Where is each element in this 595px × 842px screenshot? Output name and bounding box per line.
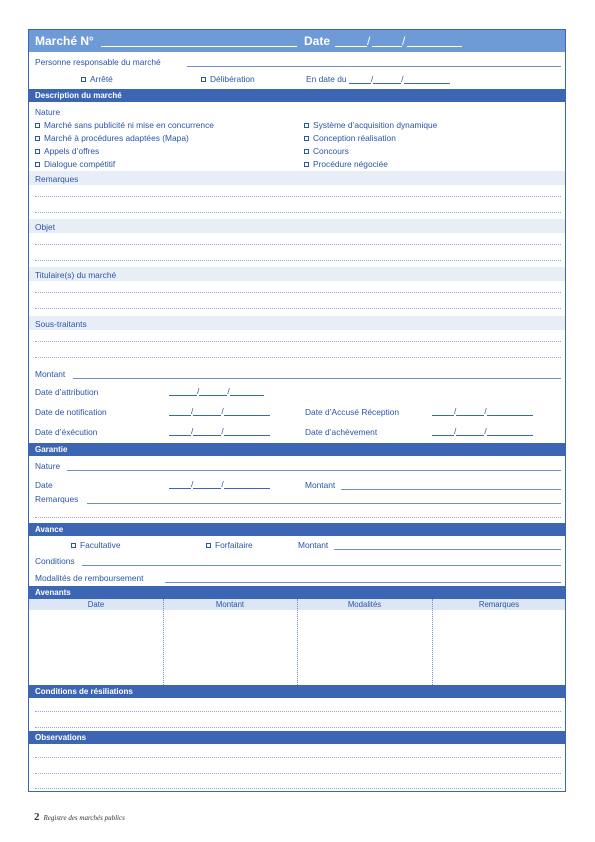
avenants-date-cell[interactable] [29,610,163,685]
sous-traitants-line[interactable] [35,357,561,358]
objet-tint [29,219,565,233]
header-date-day-field[interactable] [335,33,367,47]
avenants-table [29,599,565,685]
date-execution-field[interactable]: / / [169,426,270,436]
deliberation-checkbox[interactable] [201,77,206,82]
observations-section-header: Observations [29,731,565,744]
avenants-col-date: Date [87,600,105,609]
titulaires-line[interactable] [35,308,561,309]
header-date-month-field[interactable] [372,33,402,47]
avenants-col-modalites: Modalités [347,600,382,609]
description-section-header: Description du marché [29,89,565,102]
avance-conditions-field[interactable] [82,564,561,566]
avance-modalites-field[interactable] [165,581,561,583]
header-date-slash: / [367,34,371,48]
date-notification-field[interactable]: / / [169,406,270,416]
avenants-modalites-cell[interactable] [297,610,432,685]
deliberation-option[interactable] [201,74,255,84]
titulaires-line[interactable] [35,292,561,293]
avance-montant-label: Montant [298,540,329,550]
arrete-label: Arrêté [90,74,113,84]
marche-number-field[interactable] [101,33,297,47]
date-attribution-label: Date d’attribution [35,387,99,397]
garantie-remarques-field[interactable] [87,502,561,504]
avenants-montant-cell[interactable] [163,610,297,685]
nature-label: Nature [35,107,61,117]
date-achevement-label: Date d’achèvement [305,427,378,437]
forfaitaire-checkbox[interactable] [206,543,211,548]
montant-field[interactable] [73,377,561,379]
garantie-date-field[interactable]: / / [169,479,270,489]
date-achevement-field[interactable]: / / [432,426,533,436]
observations-line[interactable] [35,788,561,789]
header-date-slash: / [402,34,406,48]
footer-title: Registre des marchés publics [43,814,125,822]
garantie-date-label: Date [35,480,53,490]
garantie-remarques-label: Remarques [35,494,79,504]
garantie-montant-field[interactable] [341,488,561,490]
page-number: 2 [34,811,40,823]
page-footer [34,811,125,823]
remarques-line[interactable] [35,196,561,197]
forfaitaire-option[interactable]: Forfaitaire [206,540,253,550]
sous-traitants-label: Sous-traitants [35,319,87,329]
date-attribution-field[interactable]: / / [169,386,264,396]
objet-line[interactable] [35,260,561,261]
avance-montant-field[interactable] [334,548,561,550]
garantie-nature-field[interactable] [67,469,561,471]
garantie-remarques-line[interactable] [35,517,561,518]
facultative-option[interactable]: Facultative [71,540,121,550]
nature-option-1[interactable]: Marché sans publicité ni mise en concurrence [35,120,214,130]
sous-traitants-line[interactable] [35,341,561,342]
avance-section-header: Avance [29,523,565,536]
observations-line[interactable] [35,757,561,758]
resiliation-line[interactable] [35,711,561,712]
garantie-section-header: Garantie [29,443,565,456]
date-execution-label: Date d’éxécution [35,427,98,437]
avenants-remarques-cell[interactable] [432,610,566,685]
nature-option-4[interactable]: Dialogue compétitif [35,159,115,169]
form-header [29,30,565,52]
garantie-montant-label: Montant [305,480,336,490]
nature-option-3[interactable]: Appels d’offres [35,146,99,156]
nature-option-2[interactable]: Marché à procédures adaptées (Mapa) [35,133,189,143]
sous-traitants-tint [29,316,565,330]
garantie-nature-label: Nature [35,461,61,471]
nature-option-6[interactable]: Conception réalisation [304,133,396,143]
objet-line[interactable] [35,244,561,245]
arrete-option[interactable] [81,74,113,84]
titulaires-label: Titulaire(s) du marché [35,270,117,280]
arrete-checkbox[interactable] [81,77,86,82]
nature-option-8[interactable]: Procédure négociée [304,159,388,169]
en-date-du-field[interactable]: En date du / / [306,74,450,84]
remarques-line[interactable] [35,212,561,213]
avenants-col-remarques: Remarques [478,600,520,609]
en-date-du-label: En date du [306,74,347,84]
avance-modalites-label: Modalités de remboursement [35,573,144,583]
nature-option-5[interactable]: Système d’acquisition dynamique [304,120,437,130]
montant-label: Montant [35,369,66,379]
resiliation-section-header: Conditions de résiliations [29,685,565,698]
date-accuse-label: Date d’Accusé Réception [305,407,400,417]
responsable-label: Personne responsable du marché [35,57,161,67]
marche-form [28,29,566,792]
avance-conditions-label: Conditions [35,556,75,566]
observations-line[interactable] [35,773,561,774]
remarques-label: Remarques [35,174,79,184]
facultative-checkbox[interactable] [71,543,76,548]
date-accuse-field[interactable]: / / [432,406,533,416]
nature-option-7[interactable]: Concours [304,146,349,156]
header-date-label: Date [304,34,331,48]
marche-number-label: Marché N° [35,34,94,48]
responsable-field[interactable] [187,65,561,67]
date-notification-label: Date de notification [35,407,107,417]
avenants-section-header: Avenants [29,586,565,599]
remarques-tint [29,171,565,185]
header-date-year-field[interactable] [407,33,462,47]
resiliation-line[interactable] [35,727,561,728]
avenants-col-montant: Montant [215,600,245,609]
objet-label: Objet [35,222,56,232]
deliberation-label: Délibération [210,74,255,84]
